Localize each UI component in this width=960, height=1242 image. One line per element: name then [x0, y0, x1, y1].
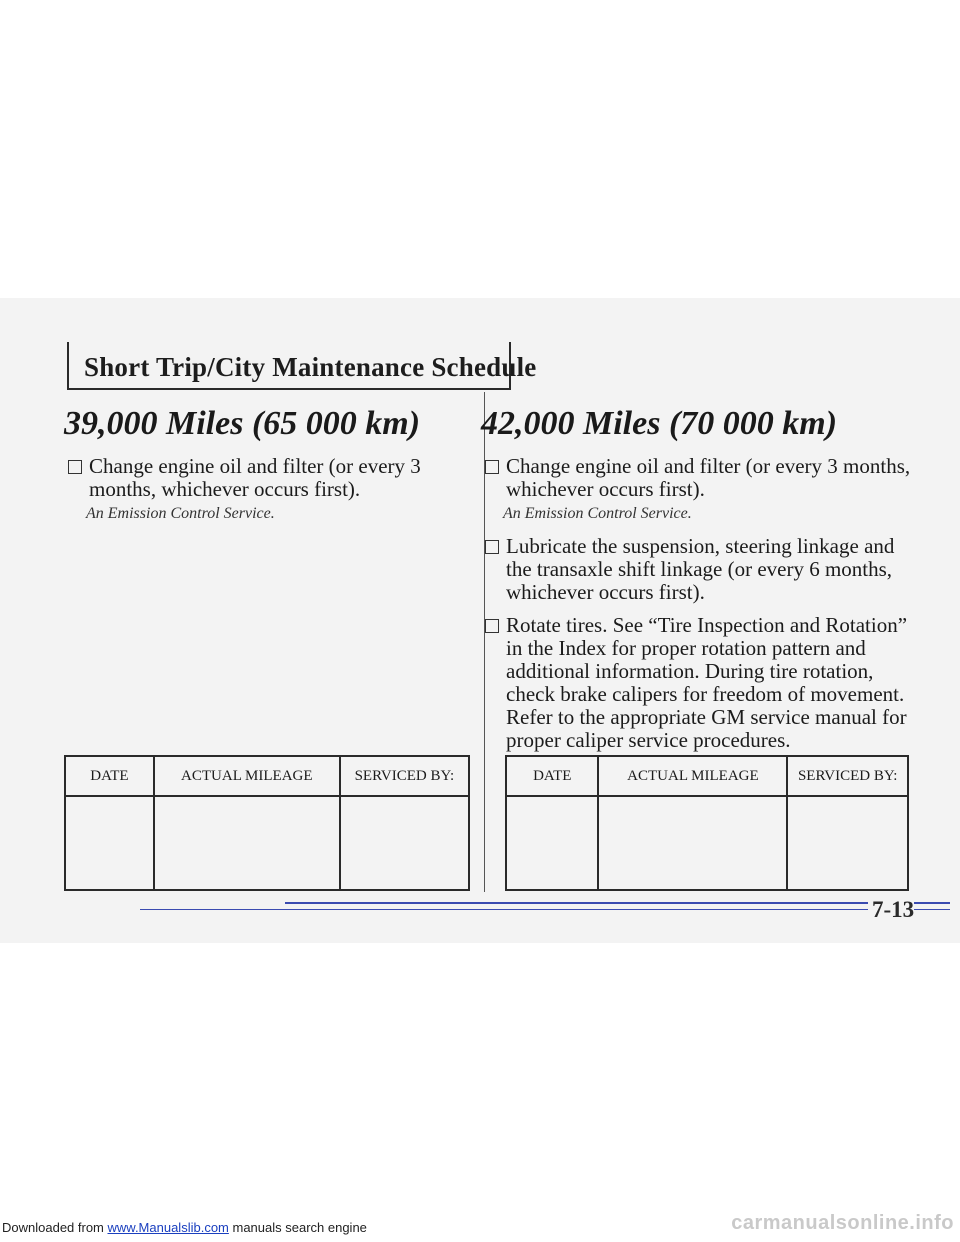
serviced-by-header: SERVICED BY: [787, 756, 908, 796]
left-item-oil [64, 455, 464, 501]
right-item-oil [481, 455, 921, 501]
date-cell[interactable] [65, 796, 154, 890]
service-record-table-right [505, 755, 909, 891]
date-header: DATE [506, 756, 598, 796]
item-text: Change engine oil and filter (or every 3 months, whichever occurs first). [506, 454, 911, 501]
date-header: DATE [65, 756, 154, 796]
manualslib-link[interactable]: www.Manualslib.com [107, 1220, 229, 1235]
mileage-header: ACTUAL MILEAGE [154, 756, 340, 796]
bottom-rule-thin [140, 909, 950, 910]
checkbox-icon [485, 460, 499, 474]
item-text: Lubricate the suspension, steering linkage and the transaxle shift linkage (or every 6 months, whichever occurs first). [506, 534, 895, 604]
item-text: Rotate tires. See “Tire Inspection and Rotation” in the Index for proper rotation pattern and additional information. During tire rotation, check brake calipers for freedom of movement. Refer to the appropriate GM service manual for proper caliper service procedures. [506, 613, 908, 752]
mileage-cell[interactable] [598, 796, 787, 890]
footer-prefix: Downloaded from [2, 1220, 108, 1235]
mileage-header: ACTUAL MILEAGE [598, 756, 787, 796]
mileage-cell[interactable] [154, 796, 340, 890]
bottom-rule [285, 902, 950, 904]
date-cell[interactable] [506, 796, 598, 890]
serviced-by-cell[interactable] [787, 796, 908, 890]
right-item-lubricate [481, 535, 921, 604]
emission-note: An Emission Control Service. [86, 505, 275, 522]
watermark-text: carmanualsonline.info [731, 1212, 954, 1234]
emission-note: An Emission Control Service. [503, 505, 692, 522]
serviced-by-cell[interactable] [340, 796, 469, 890]
right-mileage-heading: 42,000 Miles (70 000 km) [481, 405, 838, 442]
right-column [481, 405, 921, 762]
page-title: Short Trip/City Maintenance Schedule [84, 352, 537, 382]
footer-suffix: manuals search engine [228, 1220, 367, 1235]
checkbox-icon [68, 460, 82, 474]
serviced-by-header: SERVICED BY: [340, 756, 469, 796]
download-footer [2, 1220, 367, 1235]
right-item-rotate [481, 614, 921, 752]
left-column [64, 405, 464, 531]
checkbox-icon [485, 540, 499, 554]
checkbox-icon [485, 619, 499, 633]
page-number: 7-13 [868, 897, 914, 923]
item-text: Change engine oil and filter (or every 3 months, whichever occurs first). [89, 454, 421, 501]
left-mileage-heading: 39,000 Miles (65 000 km) [64, 405, 421, 442]
service-record-table-left [64, 755, 470, 891]
